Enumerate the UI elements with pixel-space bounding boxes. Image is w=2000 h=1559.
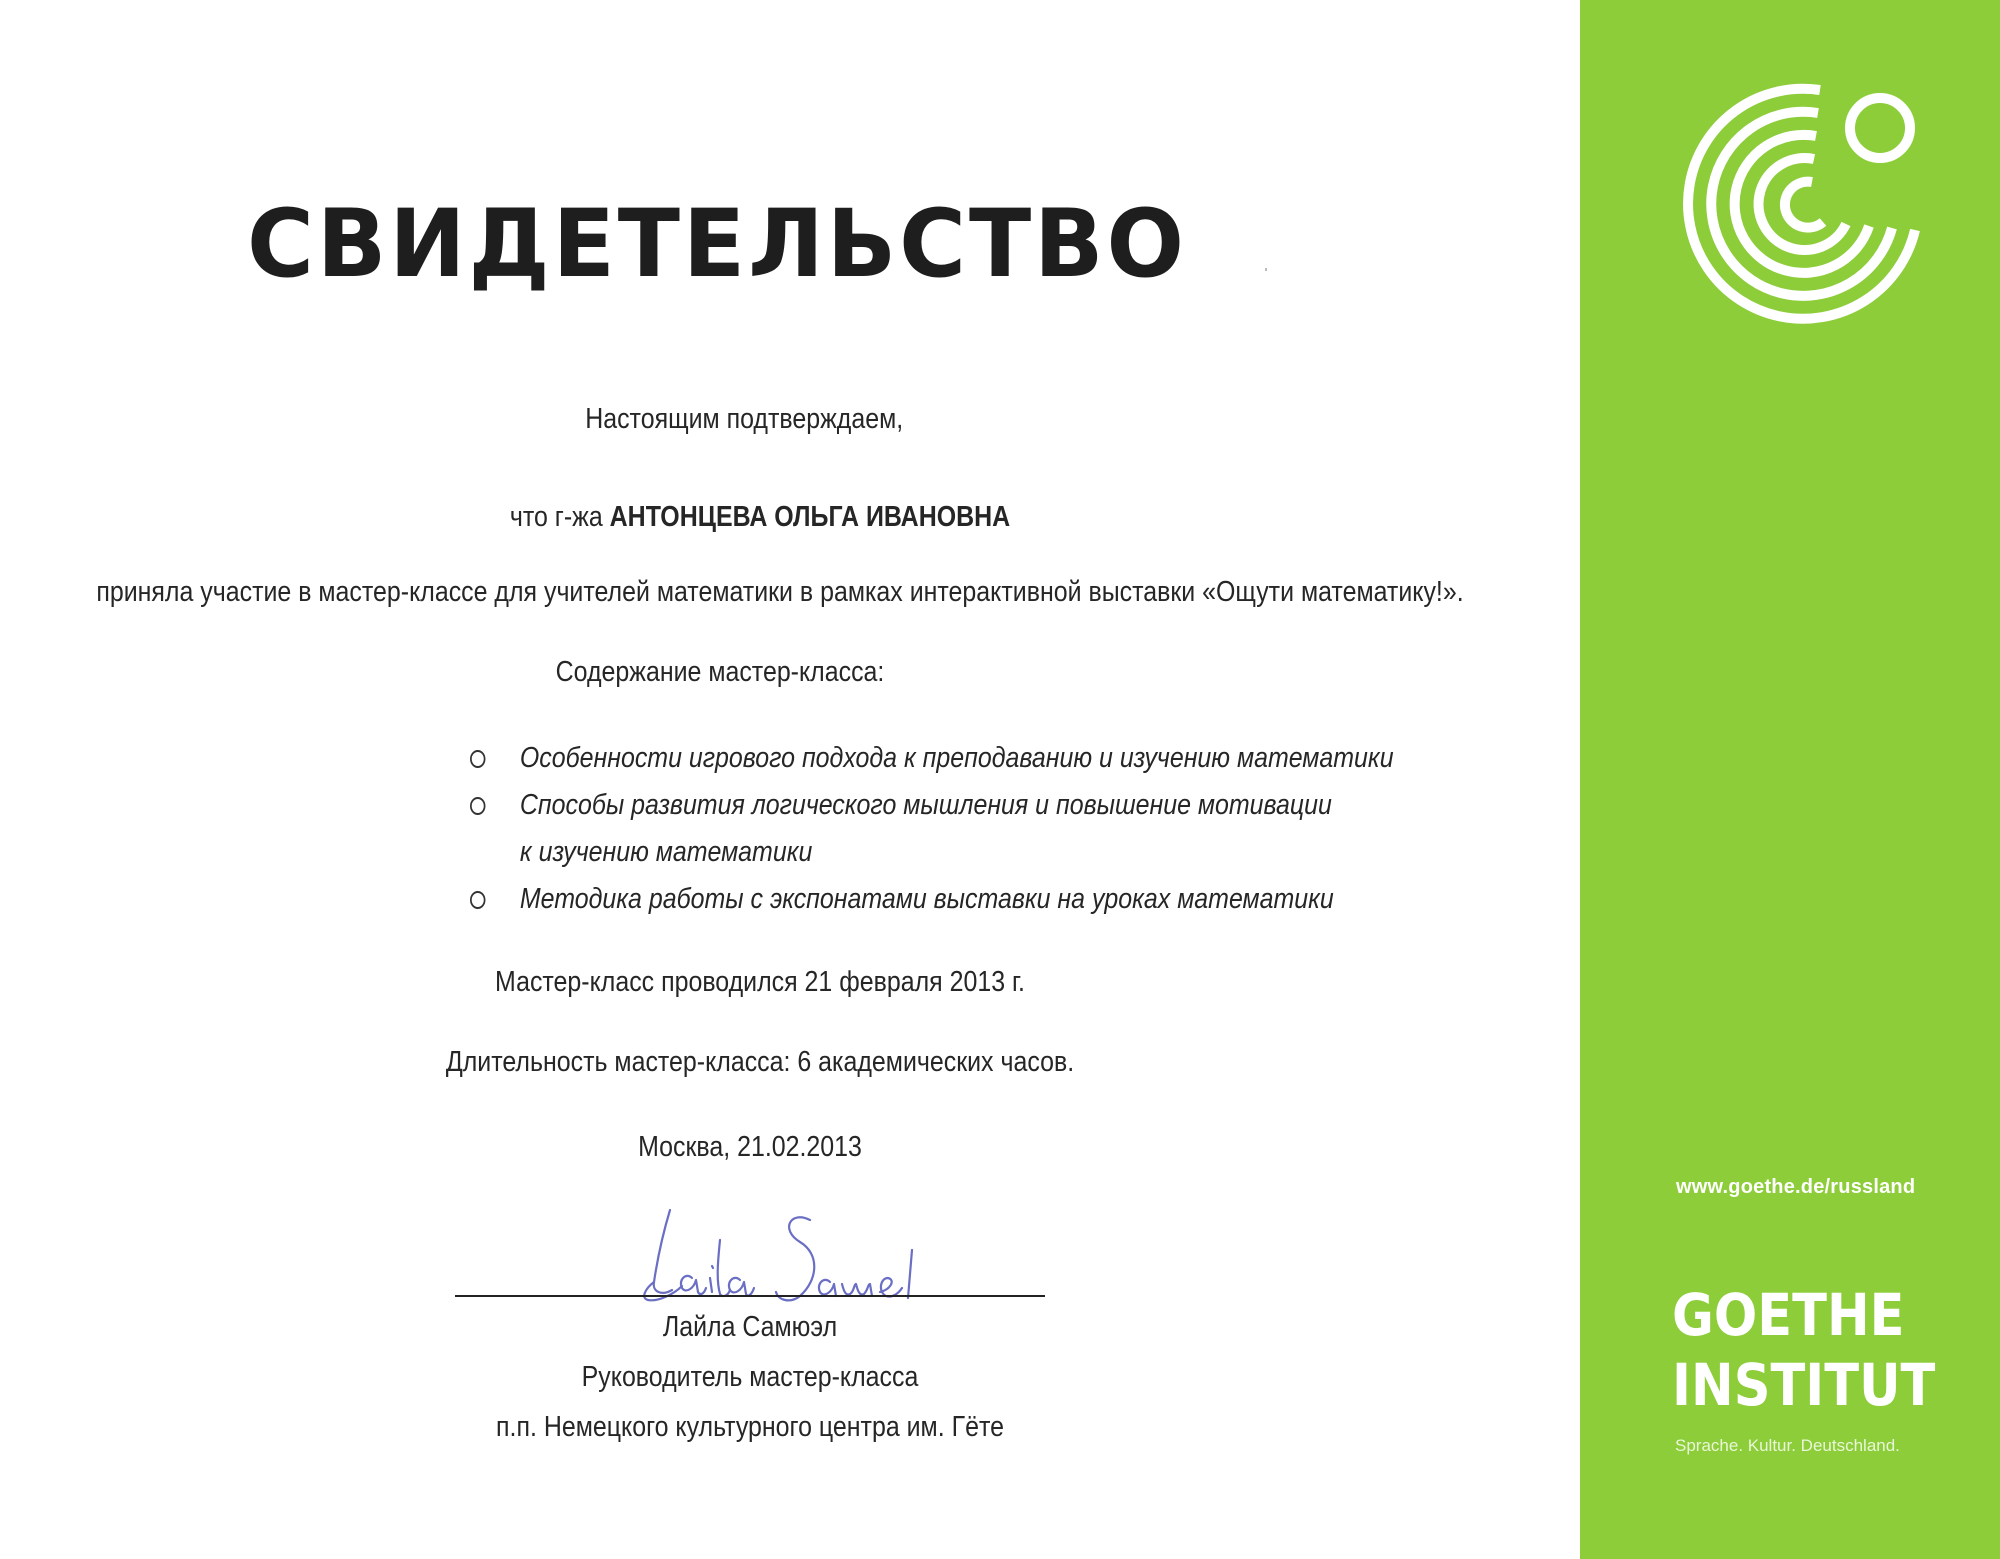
- goethe-institut-logo-icon: [1670, 70, 1940, 340]
- content-item-text: к изучению математики: [519, 836, 813, 868]
- signer-organization: п.п. Немецкого культурного центра им. Гёте: [496, 1411, 1004, 1443]
- signature-line: [455, 1295, 1045, 1297]
- circle-bullet-icon: [470, 891, 485, 909]
- duration-text: Длительность мастер-класса: 6 академических часов.: [445, 1046, 1075, 1078]
- brand-tagline: Sprache. Kultur. Deutschland.: [1675, 1436, 1900, 1455]
- participation-text: приняла участие в мастер-классе для учителей математики в рамках интерактивной выставки «Ощути математику!».: [96, 576, 1464, 608]
- confirmation-text: Настоящим подтверждаем,: [585, 403, 904, 435]
- place-date: Москва, 21.02.2013: [638, 1131, 862, 1163]
- brand-name-line1: GOETHE: [1672, 1281, 1905, 1349]
- content-item: [470, 782, 1399, 829]
- signer-name: Лайла Самюэл: [662, 1311, 838, 1343]
- content-item-continuation: [470, 829, 1399, 876]
- held-on-text: Мастер-класс проводился 21 февраля 2013 г.: [495, 966, 1025, 998]
- content-item: [470, 735, 1399, 782]
- handwritten-signature: [640, 1200, 960, 1310]
- circle-bullet-icon: [470, 797, 485, 815]
- website-link[interactable]: www.goethe.de/russland: [1676, 1176, 1916, 1198]
- content-item: [470, 876, 1399, 923]
- recipient-name: АНТОНЦЕВА ОЛЬГА ИВАНОВНА: [609, 501, 1011, 533]
- brand-name-line2: INSTITUT: [1672, 1351, 1936, 1419]
- scan-speck: [1265, 268, 1267, 271]
- content-heading: Содержание мастер-класса:: [555, 656, 885, 688]
- circle-bullet-icon: [470, 750, 485, 768]
- content-item-text: Методика работы с экспонатами выставки на уроках математики: [519, 883, 1334, 915]
- name-prefix: что г-жа: [509, 501, 603, 533]
- content-item-text: Особенности игрового подхода к преподаванию и изучению математики: [519, 742, 1394, 774]
- content-item-text: Способы развития логического мышления и повышение мотивации: [519, 789, 1332, 821]
- signer-role: Руководитель мастер-класса: [581, 1361, 919, 1393]
- recipient-line: [502, 500, 1018, 535]
- content-list: [470, 735, 1550, 923]
- certificate-title: СВИДЕТЕЛЬСТВО: [247, 190, 1187, 299]
